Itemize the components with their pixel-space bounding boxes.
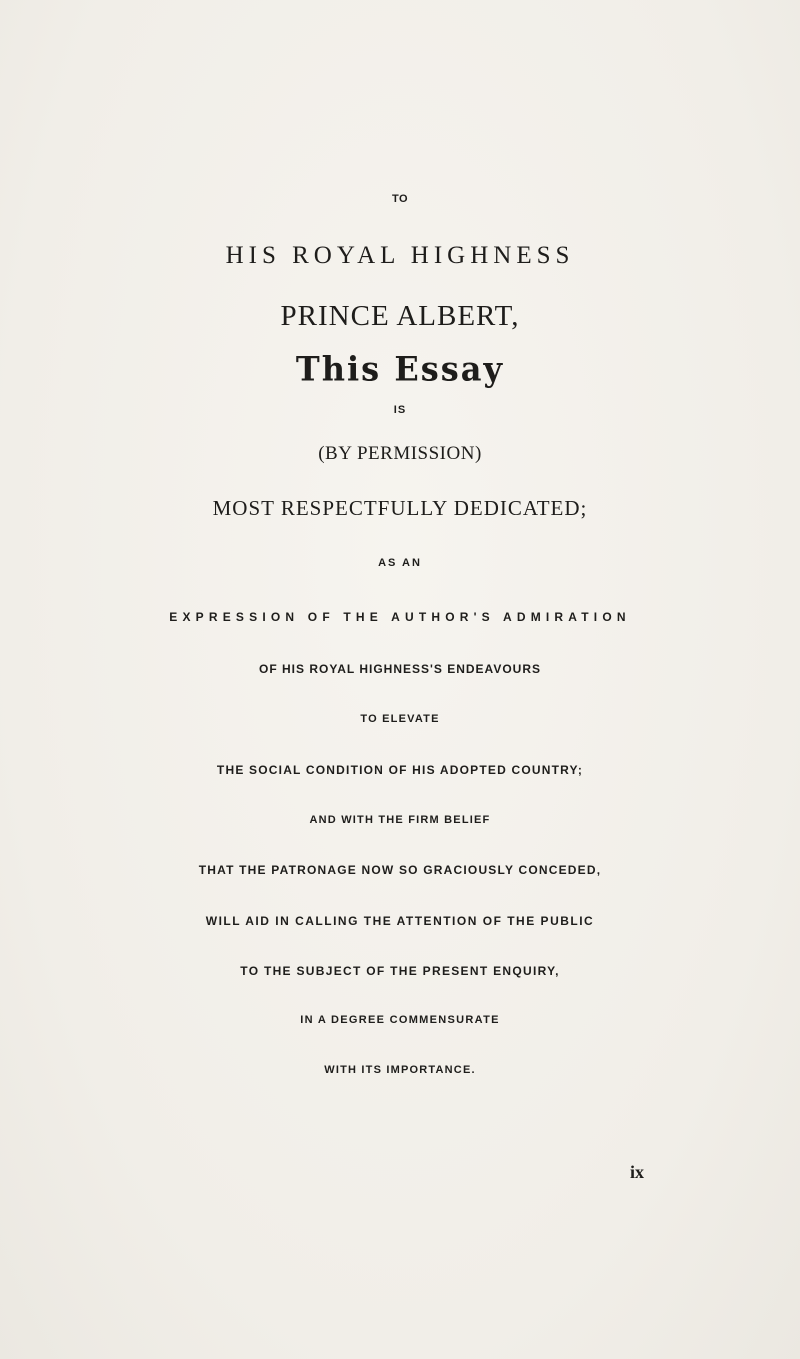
page-number: ix [630, 1162, 645, 1182]
dedication-line: TO THE SUBJECT OF THE PRESENT ENQUIRY, [240, 964, 560, 978]
as-an: AS AN [378, 557, 422, 569]
recipient-name: PRINCE ALBERT, [280, 300, 520, 332]
dedication-line: OF HIS ROYAL HIGHNESS'S ENDEAVOURS [258, 662, 541, 676]
dedication-line: AND WITH THE FIRM BELIEF [309, 814, 491, 826]
dedication-to: TO [391, 193, 409, 205]
dedication-line: WITH ITS IMPORTANCE. [324, 1064, 476, 1076]
dedication-line: TO ELEVATE [360, 713, 440, 725]
dedication-line: WILL AID IN CALLING THE ATTENTION OF THE PUBLIC [205, 914, 595, 928]
by-permission: (BY PERMISSION) [318, 443, 482, 464]
dedication-line: IN A DEGREE COMMENSURATE [300, 1014, 500, 1026]
dedication-line: THAT THE PATRONAGE NOW SO GRACIOUSLY CONCEDED, [198, 863, 602, 877]
recipient-title: HIS ROYAL HIGHNESS [225, 242, 575, 269]
this-essay-blackletter: This Essay [295, 349, 505, 389]
most-respectfully-dedicated: MOST RESPECTFULLY DEDICATED; [212, 496, 588, 520]
expression-line: EXPRESSION OF THE AUTHOR'S ADMIRATION [169, 610, 631, 624]
dedication-is: IS [393, 404, 407, 416]
dedication-line: THE SOCIAL CONDITION OF HIS ADOPTED COUNTRY; [216, 763, 584, 777]
